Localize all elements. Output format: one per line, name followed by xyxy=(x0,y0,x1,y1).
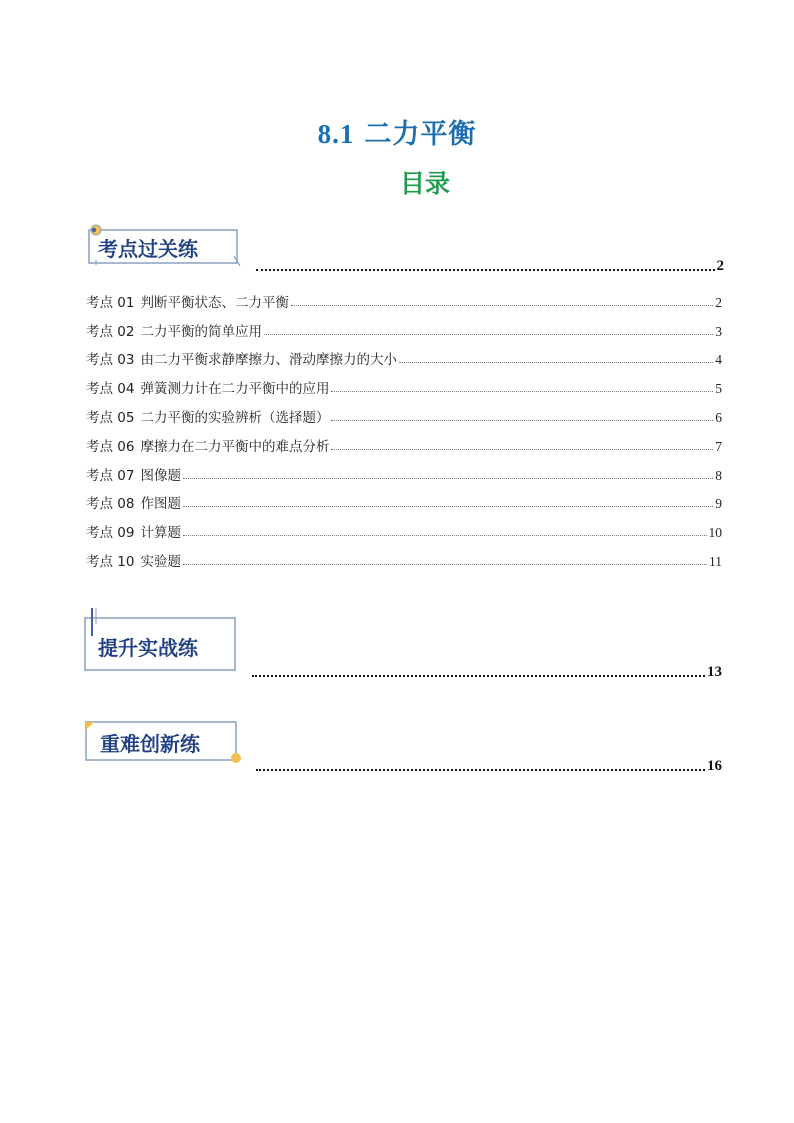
toc-item[interactable]: 考点 06 摩擦力在二力平衡中的难点分析 7 xyxy=(86,438,722,455)
section-banner-3[interactable] xyxy=(84,718,244,766)
toc-item[interactable]: 考点 09 计算题 10 xyxy=(86,525,722,542)
chapter-title: 二力平衡 xyxy=(364,119,477,150)
toc-item[interactable]: 考点 08 作图题 9 xyxy=(86,496,722,513)
section-label: 考点过关练 xyxy=(98,237,198,261)
section-banner-2[interactable] xyxy=(84,606,244,672)
section-label: 重难创新练 xyxy=(100,732,200,756)
toc-item[interactable]: 考点 03 由二力平衡求静摩擦力、滑动摩擦力的大小 4 xyxy=(86,352,722,369)
toc-item[interactable]: 考点 01 判断平衡状态、二力平衡 2 xyxy=(86,294,722,311)
toc-list xyxy=(86,282,722,570)
section-page-number: 16 xyxy=(707,758,722,774)
toc-item[interactable]: 考点 02 二力平衡的简单应用 3 xyxy=(86,323,722,340)
section-page-number: 2 xyxy=(716,258,724,274)
page-title xyxy=(0,112,794,151)
section-leader-2 xyxy=(252,664,722,681)
section-label: 提升实战练 xyxy=(98,636,198,660)
dot-leader xyxy=(256,759,705,771)
chapter-number: 8.1 xyxy=(317,119,355,149)
section-page-number: 13 xyxy=(707,664,722,680)
toc-item[interactable]: 考点 10 实验题 11 xyxy=(86,553,722,570)
dot-leader xyxy=(252,665,705,677)
toc-heading: 目录 xyxy=(400,169,451,198)
section-leader-3 xyxy=(256,758,722,775)
dot-leader xyxy=(256,259,715,271)
toc-item[interactable]: 考点 04 弹簧测力计在二力平衡中的应用 5 xyxy=(86,381,722,398)
toc-item[interactable]: 考点 05 二力平衡的实验辨析（选择题） 6 xyxy=(86,409,722,426)
section-banner-1[interactable] xyxy=(84,224,244,268)
toc-item[interactable]: 考点 07 图像题 8 xyxy=(86,467,722,484)
section-leader-1 xyxy=(256,258,724,275)
